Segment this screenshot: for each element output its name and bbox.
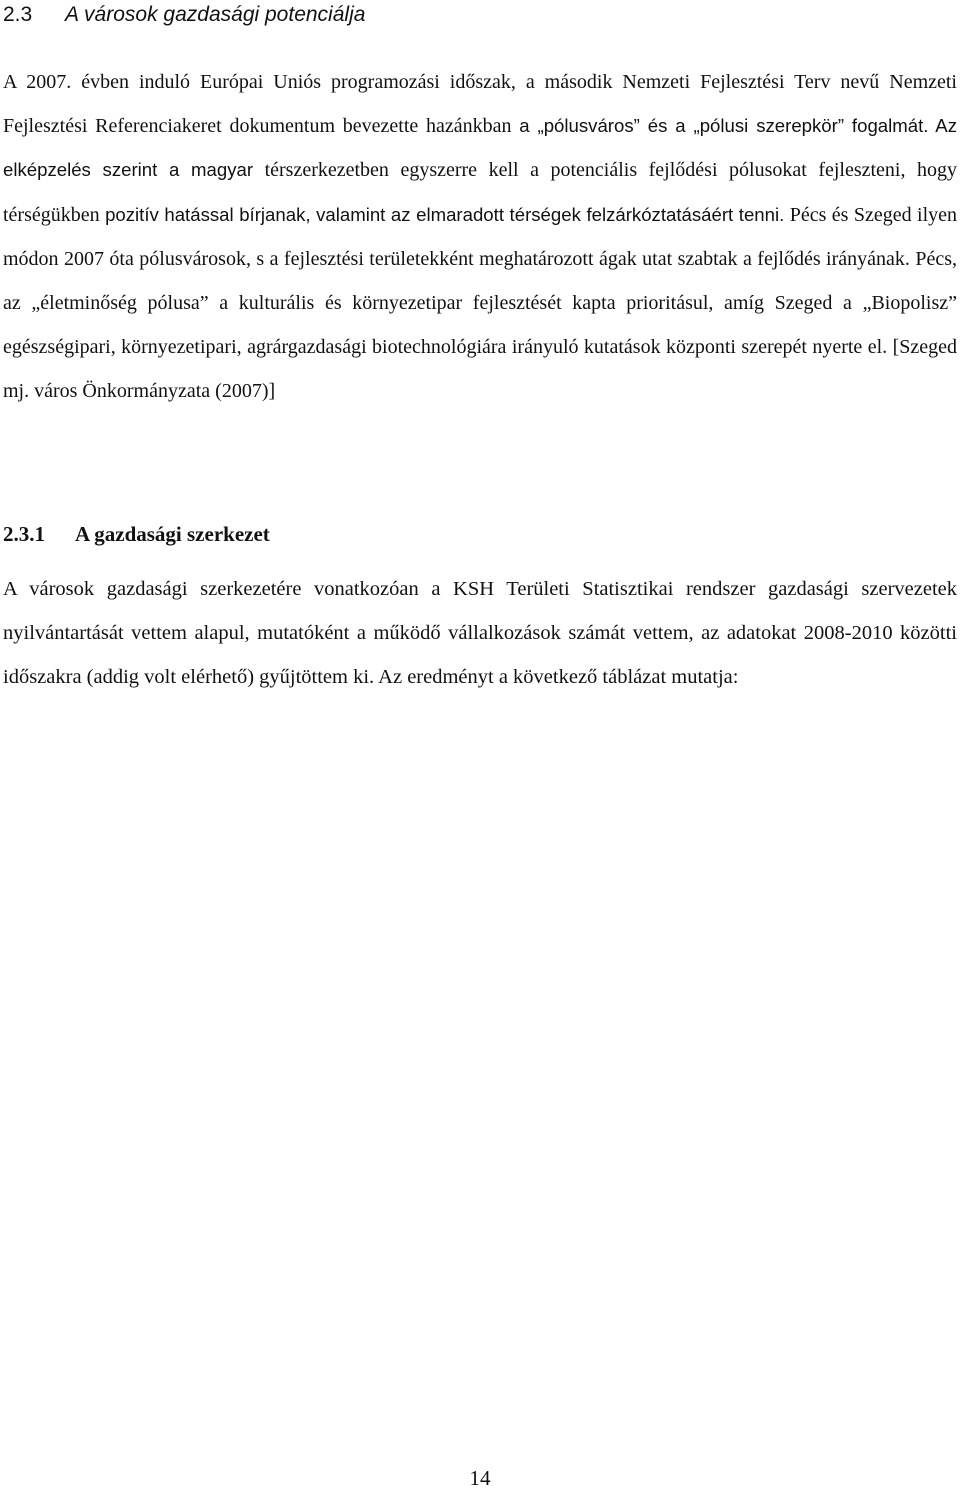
section-heading: [3, 2, 365, 28]
subsection-title: A gazdasági szerkezet: [75, 522, 270, 546]
paragraph-1-part-1: A 2007. évben induló Európai Uniós programozási időszak, a második Nemzeti Fejlesztési Terv nevű Nemzeti Fejlesztési Referenciakeret dokumentum bevezette hazánkban: [3, 71, 957, 138]
section-number: 2.3: [3, 3, 33, 26]
section-title: A városok gazdasági potenciálja: [65, 3, 366, 26]
paragraph-pole-cities: [3, 60, 957, 414]
paragraph-1-part-3: térszerkezetben egyszerre kell a potenciális fejlődési pólusokat fejleszteni, hogy térségükben: [3, 159, 958, 226]
paragraph-1-part-5: Pécs és Szeged ilyen módon 2007 óta pólusvárosok, s a fejlesztési területekként meghatározott ágak utat szabtak a fejlődés irányának. Pécs, az „életminőség pólusa” a kulturális és környezetipar fejlesztését kapta prioritásul, amíg Szeged a „Biopolisz” egészségipari, környezetipari, agrárgazdasági biotechnológiára irányuló kutatások központi szerepét nyerte el. [Szeged mj. város Önkormányzata (2007)]: [3, 203, 958, 403]
subsection-number: 2.3.1: [3, 522, 45, 546]
paragraph-economic-structure: A városok gazdasági szerkezetére vonatkozóan a KSH Területi Statisztikai rendszer gazdasági szervezetek nyilvántartását vettem alapul, mutatóként a működő vállalkozások számát vettem, az adatokat 2008-2010 közötti időszakra (addig volt elérhető) gyűjtöttem ki. Az eredményt a következő táblázat mutatja:: [3, 578, 957, 689]
paragraph-1-part-2: a „pólusváros” és a „pólusi szerepkör” fogalmát. Az elképzelés szerint a magyar: [3, 115, 957, 181]
paragraph-1-part-4: pozitív hatással bírjanak, valamint az elmaradott térségek felzárkóztatásáért tenni.: [105, 203, 785, 225]
page-number: 14: [469, 1466, 491, 1490]
subsection-heading: [3, 520, 270, 548]
